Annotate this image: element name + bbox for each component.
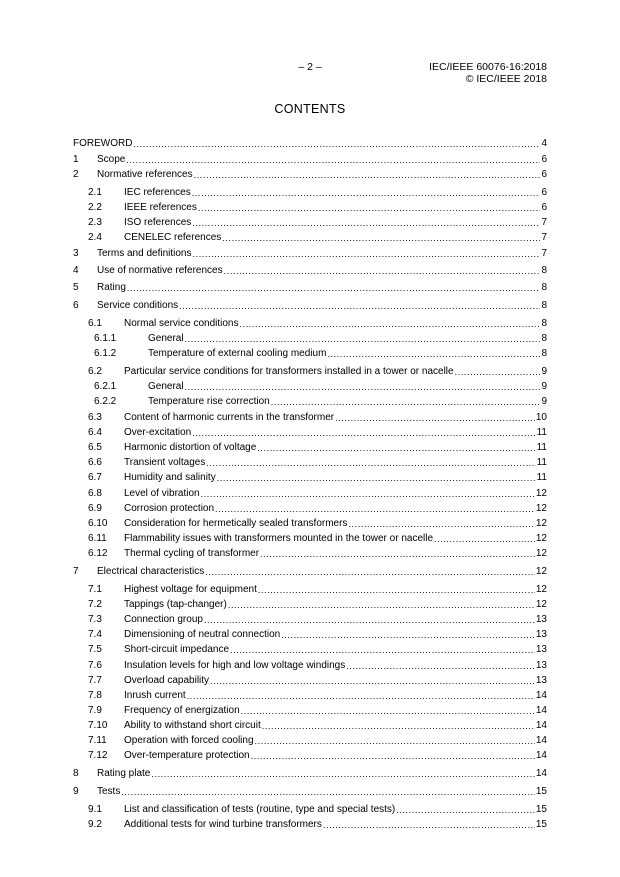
dot-leader <box>241 705 535 717</box>
toc-entry[interactable] <box>73 689 547 702</box>
toc-entry-number: 7.5 <box>88 644 102 655</box>
toc-entry[interactable] <box>73 517 547 530</box>
toc-entry-page: 14 <box>535 720 547 731</box>
toc-entry-page: 14 <box>535 690 547 701</box>
toc-entry-page: 15 <box>535 786 547 797</box>
toc-entry[interactable] <box>73 598 547 611</box>
toc-entry-title: General <box>148 333 184 344</box>
toc-entry[interactable] <box>73 186 547 199</box>
toc-entry-number: 7.10 <box>88 720 108 731</box>
toc-entry-page: 4 <box>541 138 547 149</box>
toc-entry-number: 6.6 <box>88 457 102 468</box>
toc-entry-page: 12 <box>535 533 547 544</box>
dot-leader <box>396 804 535 816</box>
toc-entry-number: 3 <box>73 248 79 259</box>
dot-leader <box>194 169 541 181</box>
toc-entry-number: 6.2 <box>88 366 102 377</box>
toc-entry-number: 6.12 <box>88 548 108 559</box>
toc-entry[interactable] <box>73 674 547 687</box>
toc-entry-title: Temperature rise correction <box>148 396 270 407</box>
toc-entry-page: 14 <box>535 750 547 761</box>
toc-entry[interactable] <box>73 613 547 626</box>
toc-entry-page: 10 <box>535 412 547 423</box>
toc-entry-number: 2.3 <box>88 217 102 228</box>
toc-entry[interactable] <box>73 411 547 424</box>
toc-entry[interactable] <box>73 785 547 798</box>
toc-entry-title: Temperature of external cooling medium <box>148 348 327 359</box>
dot-leader <box>179 300 540 312</box>
dot-leader <box>323 819 535 831</box>
dot-leader <box>455 366 541 378</box>
dot-leader <box>346 660 535 672</box>
dot-leader <box>127 282 541 294</box>
toc-entry[interactable] <box>73 426 547 439</box>
toc-entry-number: 7.4 <box>88 629 102 640</box>
toc-entry-number: 8 <box>73 768 79 779</box>
dot-leader <box>271 396 541 408</box>
toc-entry[interactable] <box>73 347 547 360</box>
toc-entry-page: 11 <box>536 442 547 453</box>
toc-entry-title: Ability to withstand short circuit <box>124 720 261 731</box>
toc-entry-page: 12 <box>535 599 547 610</box>
toc-entry-page: 14 <box>535 768 547 779</box>
toc-entry-title: Corrosion protection <box>124 503 215 514</box>
toc-entry[interactable] <box>73 532 547 545</box>
toc-entry-title: Overload capability <box>124 675 210 686</box>
toc-entry-title: Highest voltage for equipment <box>124 584 257 595</box>
dot-leader <box>185 333 541 345</box>
toc-entry-page: 12 <box>535 518 547 529</box>
toc-entry-page: 8 <box>541 333 547 344</box>
toc-entry[interactable] <box>73 643 547 656</box>
toc-entry-number: 7.2 <box>88 599 102 610</box>
toc-entry-title: IEEE references <box>124 202 197 213</box>
toc-entry-number: 6.9 <box>88 503 102 514</box>
toc-entry[interactable] <box>73 583 547 596</box>
toc-entry-number: 6.2.2 <box>94 396 117 407</box>
toc-entry-title: Flammability issues with transformers mounted in the tower or nacelle <box>124 533 434 544</box>
dot-leader <box>206 457 535 469</box>
dot-leader <box>193 248 541 260</box>
dot-leader <box>262 720 535 732</box>
toc-entry-title: General <box>148 381 184 392</box>
toc-entry[interactable] <box>73 201 547 214</box>
toc-entry-page: 13 <box>535 629 547 640</box>
toc-entry[interactable] <box>73 471 547 484</box>
dot-leader <box>348 518 534 530</box>
dot-leader <box>133 138 540 150</box>
toc-entry-title: IEC references <box>124 187 191 198</box>
dot-leader <box>121 786 535 798</box>
toc-entry-number: 9 <box>73 786 79 797</box>
toc-entry-title: Over-excitation <box>124 427 192 438</box>
toc-entry-title: Humidity and salinity <box>124 472 216 483</box>
toc-entry-page: 11 <box>536 457 547 468</box>
toc-entry-page: 9 <box>541 366 547 377</box>
toc-entry-title: Tests <box>97 786 121 797</box>
toc-entry-title: Connection group <box>124 614 203 625</box>
toc-entry-number: 7.11 <box>88 735 107 746</box>
toc-entry-number: 6.7 <box>88 472 102 483</box>
dot-leader <box>192 187 541 199</box>
toc-entry[interactable] <box>73 502 547 515</box>
toc-entry-page: 8 <box>541 282 547 293</box>
toc-entry-title: Normative references <box>97 169 193 180</box>
toc-entry[interactable] <box>73 299 547 312</box>
toc-entry[interactable] <box>73 264 547 277</box>
dot-leader <box>210 675 535 687</box>
page-title: CONTENTS <box>274 102 346 116</box>
toc-entry-title: Normal service conditions <box>124 318 239 329</box>
toc-entry[interactable] <box>73 332 547 345</box>
toc-entry-page: 11 <box>536 427 547 438</box>
toc-entry-number: 6.10 <box>88 518 108 529</box>
toc-entry-title: Tappings (tap-changer) <box>124 599 227 610</box>
toc-entry[interactable] <box>73 456 547 469</box>
toc-entry-title: FOREWORD <box>73 138 133 149</box>
toc-entry[interactable] <box>73 767 547 780</box>
toc-entry-page: 11 <box>536 472 547 483</box>
toc-entry[interactable] <box>73 231 547 244</box>
toc-entry-number: 6.11 <box>88 533 107 544</box>
toc-entry-page: 8 <box>541 300 547 311</box>
toc-entry-title: ISO references <box>124 217 192 228</box>
toc-entry-number: 6.4 <box>88 427 102 438</box>
toc-entry-title: Scope <box>97 154 126 165</box>
copyright-notice: © IEC/IEEE 2018 <box>465 73 547 85</box>
toc-entry-page: 13 <box>535 644 547 655</box>
toc-entry-page: 12 <box>535 488 547 499</box>
toc-entry-page: 6 <box>541 187 547 198</box>
dot-leader <box>258 584 535 596</box>
dot-leader <box>230 644 535 656</box>
toc-entry[interactable] <box>73 317 547 330</box>
toc-entry-page: 13 <box>535 614 547 625</box>
toc-entry-number: 6.1.1 <box>94 333 117 344</box>
toc-entry-title: Short-circuit impedance <box>124 644 230 655</box>
toc-entry-page: 12 <box>535 503 547 514</box>
dot-leader <box>434 533 535 545</box>
toc-entry-title: Inrush current <box>124 690 186 701</box>
toc-entry-page: 12 <box>535 566 547 577</box>
toc-entry[interactable] <box>73 380 547 393</box>
dot-leader <box>215 503 535 515</box>
dot-leader <box>222 232 540 244</box>
toc-entry[interactable] <box>73 487 547 500</box>
toc-entry[interactable] <box>73 441 547 454</box>
toc-entry[interactable] <box>73 734 547 747</box>
toc-entry-number: 2.4 <box>88 232 102 243</box>
toc-entry[interactable] <box>73 216 547 229</box>
toc-entry-title: Electrical characteristics <box>97 566 205 577</box>
toc-entry-page: 6 <box>541 169 547 180</box>
toc-entry[interactable] <box>73 659 547 672</box>
dot-leader <box>205 566 535 578</box>
toc-entry-number: 7.8 <box>88 690 102 701</box>
dot-leader <box>187 690 535 702</box>
toc-entry[interactable] <box>73 803 547 816</box>
toc-entry-title: Use of normative references <box>97 265 223 276</box>
toc-entry[interactable] <box>73 719 547 732</box>
dot-leader <box>255 735 535 747</box>
toc-entry-page: 15 <box>535 819 547 830</box>
toc-entry[interactable] <box>73 565 547 578</box>
toc-entry-number: 7.6 <box>88 660 102 671</box>
toc-entry-page: 7 <box>541 248 547 259</box>
toc-entry-number: 6.1.2 <box>94 348 117 359</box>
toc-entry-page: 14 <box>535 735 547 746</box>
dot-leader <box>204 614 535 626</box>
toc-entry[interactable] <box>73 168 547 181</box>
toc-entry-number: 6.8 <box>88 488 102 499</box>
dot-leader <box>224 265 541 277</box>
toc-entry-number: 9.1 <box>88 804 102 815</box>
toc-entry-title: Dimensioning of neutral connection <box>124 629 281 640</box>
toc-entry[interactable] <box>73 547 547 560</box>
toc-entry-title: Additional tests for wind turbine transformers <box>124 819 322 830</box>
toc-entry-page: 8 <box>541 265 547 276</box>
dot-leader <box>260 548 535 560</box>
toc-entry-title: Level of vibration <box>124 488 200 499</box>
toc-entry[interactable] <box>73 395 547 408</box>
toc-entry-title: Harmonic distortion of voltage <box>124 442 257 453</box>
dot-leader <box>192 217 540 229</box>
toc-entry-number: 1 <box>73 154 79 165</box>
toc-entry-page: 12 <box>535 584 547 595</box>
toc-entry[interactable] <box>73 704 547 717</box>
toc-entry-title: Service conditions <box>97 300 179 311</box>
toc-entry[interactable] <box>73 818 547 831</box>
toc-entry-number: 4 <box>73 265 79 276</box>
toc-entry-title: CENELEC references <box>124 232 222 243</box>
toc-entry-page: 7 <box>541 217 547 228</box>
dot-leader <box>251 750 535 762</box>
dot-leader <box>281 629 535 641</box>
toc-entry-number: 2.2 <box>88 202 102 213</box>
dot-leader <box>201 488 535 500</box>
dot-leader <box>327 348 540 360</box>
toc-entry-number: 7.9 <box>88 705 102 716</box>
toc-entry-page: 14 <box>535 705 547 716</box>
toc-entry-page: 13 <box>535 660 547 671</box>
toc-entry-number: 2.1 <box>88 187 102 198</box>
dot-leader <box>257 442 535 454</box>
toc-entry-title: Thermal cycling of transformer <box>124 548 260 559</box>
toc-entry-number: 2 <box>73 169 79 180</box>
toc-entry-title: Operation with forced cooling <box>124 735 254 746</box>
toc-entry-number: 7.7 <box>88 675 102 686</box>
toc-entry[interactable] <box>73 628 547 641</box>
toc-entry-number: 6.1 <box>88 318 102 329</box>
toc-entry[interactable] <box>73 137 547 150</box>
toc-entry-title: Consideration for hermetically sealed transformers <box>124 518 348 529</box>
dot-leader <box>228 599 535 611</box>
toc-entry-number: 7 <box>73 566 79 577</box>
toc-entry[interactable] <box>73 247 547 260</box>
dot-leader <box>217 472 536 484</box>
dot-leader <box>240 318 541 330</box>
toc-entry[interactable] <box>73 749 547 762</box>
toc-entry[interactable] <box>73 281 547 294</box>
toc-entry-title: List and classification of tests (routine, type and special tests) <box>124 804 396 815</box>
toc-entry-number: 7.12 <box>88 750 108 761</box>
toc-entry-number: 9.2 <box>88 819 102 830</box>
toc-entry-page: 6 <box>541 154 547 165</box>
standard-designation: IEC/IEEE 60076-16:2018 <box>429 61 547 73</box>
toc-entry-page: 8 <box>541 318 547 329</box>
toc-entry-title: Frequency of energization <box>124 705 240 716</box>
toc-entry-title: Content of harmonic currents in the transformer <box>124 412 335 423</box>
toc-entry-title: Over-temperature protection <box>124 750 250 761</box>
toc-entry-page: 13 <box>535 675 547 686</box>
toc-entry-page: 9 <box>541 381 547 392</box>
toc-entry-page: 15 <box>535 804 547 815</box>
toc-entry-number: 6.2.1 <box>94 381 117 392</box>
toc-entry-title: Particular service conditions for transformers installed in a tower or nacelle <box>124 366 454 377</box>
toc-entry-number: 6.5 <box>88 442 102 453</box>
dot-leader <box>151 768 535 780</box>
toc-entry-title: Terms and definitions <box>97 248 192 259</box>
toc-entry[interactable] <box>73 153 547 166</box>
dot-leader <box>185 381 541 393</box>
dot-leader <box>198 202 541 214</box>
toc-entry-number: 5 <box>73 282 79 293</box>
toc-entry-number: 6.3 <box>88 412 102 423</box>
dot-leader <box>126 154 540 166</box>
toc-entry-title: Rating plate <box>97 768 151 779</box>
toc-entry-title: Transient voltages <box>124 457 206 468</box>
toc-entry-page: 7 <box>541 232 547 243</box>
toc-entry-page: 12 <box>535 548 547 559</box>
toc-entry-page: 9 <box>541 396 547 407</box>
toc-entry-title: Insulation levels for high and low voltage windings <box>124 660 346 671</box>
toc-entry-page: 6 <box>541 202 547 213</box>
dot-leader <box>192 427 535 439</box>
toc-entry-number: 7.1 <box>88 584 102 595</box>
dot-leader <box>335 412 535 424</box>
page-number: – 2 – <box>298 61 322 73</box>
toc-entry-page: 8 <box>541 348 547 359</box>
toc-entry[interactable] <box>73 365 547 378</box>
toc-entry-number: 7.3 <box>88 614 102 625</box>
toc-entry-title: Rating <box>97 282 126 293</box>
toc-entry-number: 6 <box>73 300 79 311</box>
